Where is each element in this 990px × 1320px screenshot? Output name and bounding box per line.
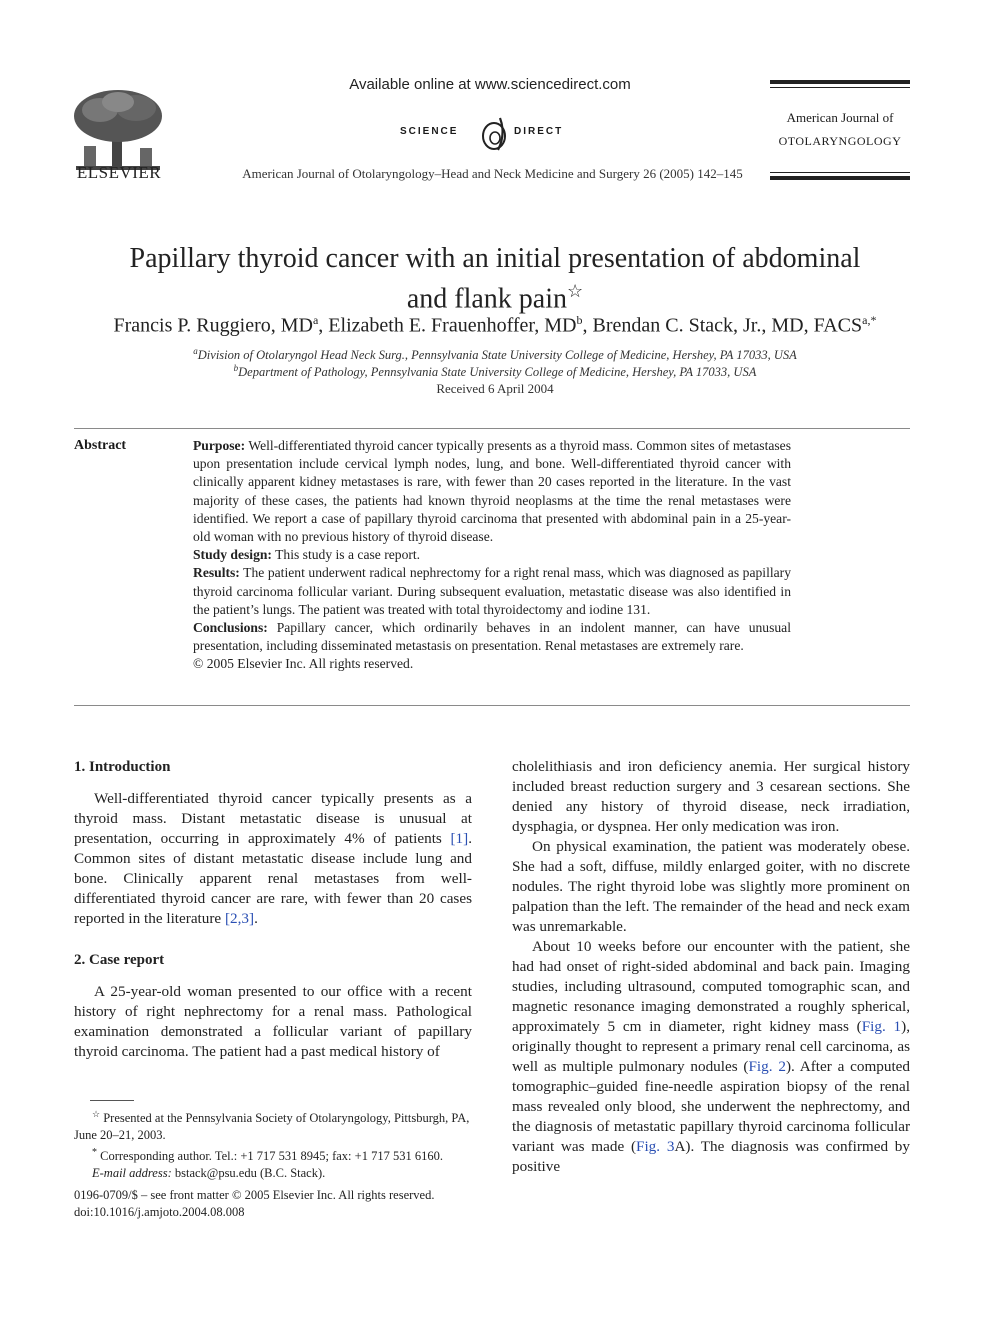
intro-text-c: . [254, 910, 258, 927]
intro-text-b: . Common sites of distant metastatic disease include lung and bone. Clinically apparent renal metastases from well-differentiated thyroid cancer are rare, with fewer than 20 cases reported in the literature [74, 830, 472, 927]
title-line-2 [80, 275, 910, 315]
issn-block [74, 1187, 472, 1221]
received-date: Received 6 April 2004 [436, 381, 554, 396]
imaging-paragraph [512, 937, 910, 1177]
footnote-email [74, 1165, 472, 1182]
imaging-text-c: ). After a computed tomographic–guided fine-needle aspiration biopsy of the renal mass revealed only blood, she underwent the nephrectomy, and the diagnosis of metastatic papillary thyroid carcinoma follicular variant was made ( [512, 1058, 910, 1155]
exam-paragraph: On physical examination, the patient was moderately obese. She had a soft, diffuse, mildly enlarged goiter, with no discrete nodules. The right thyroid lobe was slightly more prominent on palpation than the left. The remainder of the head and neck exam was unremarkable. [512, 838, 910, 935]
title-line-1: Papillary thyroid cancer with an initial presentation of abdominal [129, 243, 861, 274]
imaging-text-a: About 10 weeks before our encounter with the patient, she had had onset of right-sided abdominal and back pain. Imaging studies, including ultrasound, computed tomographic scan, and magnetic resonance imaging demonstrated a roughly spherical, approximately 5 cm in diameter, right kidney mass ( [512, 938, 910, 1035]
sciencedirect-right-text: DIRECT [514, 126, 564, 137]
history-paragraph: cholelithiasis and iron deficiency anemia. Her surgical history included breast reduction surgery and 3 cesarean sections. She denied any history of thyroid disease, neck irradiation, dysphagia, or dyspnea. Her only medication was iron. [512, 758, 910, 835]
imaging-text-d: A). The diagnosis was confirmed by positive [512, 1138, 910, 1175]
author-name: Brendan C. Stack, Jr., MD, FACS [592, 314, 863, 337]
abstract-body [193, 437, 791, 674]
results-text: The patient underwent radical nephrectomy for a right renal mass, which was diagnosed as papillary thyroid carcinoma follicular variant. During subsequent evaluation, metastatic disease was also identified in the patient’s lungs. The patient was treated with total thyroidectomy and iodine 131. [193, 565, 791, 617]
journal-masthead [770, 80, 910, 180]
intro-paragraph [74, 789, 472, 929]
footnote-rule [90, 1100, 134, 1101]
author-name: Elizabeth E. Frauenhoffer, MD [328, 314, 577, 337]
doi-line[interactable]: doi:10.1016/j.amjoto.2004.08.008 [74, 1205, 245, 1219]
elsevier-wordmark: ELSEVIER [76, 163, 162, 182]
conclusions-text: Papillary cancer, which ordinarily behaves in an indolent manner, can have unusual presentation, including disseminated metastasis on presentation. Renal metastases are extremely rare. [193, 620, 791, 654]
footnote-corresponding [74, 1144, 472, 1165]
affiliation-a-mark: a [193, 346, 198, 356]
design-text: This study is a case report. [271, 547, 421, 563]
footnotes [74, 1106, 472, 1182]
affiliation-b-mark: b [233, 363, 239, 373]
affiliation-a-text: Division of Otolaryngol Head Neck Surg., Pennsylvania State University College of Medicine, Hershey, PA 17033, USA [197, 348, 797, 363]
author-affil-mark: a [312, 313, 319, 327]
figure-link-2[interactable]: Fig. 2 [748, 1058, 786, 1075]
sciencedirect-d-icon [480, 114, 512, 154]
purpose-text: Well-differentiated thyroid cancer typically presents as a thyroid mass. Common sites of metastases upon presentation include cervical lymph nodes, lung, and bone. Well-differentiated thyroid cancer with clinically apparent kidney metastases is rare, with fewer than 20 cases reported in the literature. In the vast majority of these cases, the patients had known thyroid neoplasms at the time the renal metastases were identified. We report a case of papillary thyroid carcinoma that presented with abdominal pain in a 25-year-old woman with no previous history of thyroid disease. [193, 438, 791, 545]
imaging-text-b: ), originally thought to represent a primary renal cell carcinoma, as well as multiple pulmonary nodules ( [512, 1018, 910, 1075]
intro-text-a: Well-differentiated thyroid cancer typically presents as a thyroid mass. Distant metastatic disease is unusual at presentation, occurring in approximately 4% of patients [74, 790, 472, 847]
footnote-star-mark: ☆ [92, 1109, 101, 1119]
affiliation-b [0, 363, 990, 380]
figure-link-3[interactable]: Fig. 3 [636, 1138, 675, 1155]
abstract-purpose [193, 437, 791, 546]
results-label: Results: [193, 565, 240, 581]
journal-name-line1: American Journal of [786, 110, 894, 125]
footnote-presented-text: Presented at the Pennsylvania Society of Otolaryngology, Pittsburgh, PA, June 20–21, 2003. [74, 1111, 470, 1143]
abstract-results [193, 564, 791, 619]
email-label: E-mail address: [92, 1166, 172, 1181]
abstract-design [193, 546, 791, 564]
masthead-rule-top-thick [770, 80, 910, 84]
abstract-rule-bottom [74, 705, 910, 706]
footnote-corresponding-text: Corresponding author. Tel.: +1 717 531 8945; fax: +1 717 531 6160. [100, 1149, 443, 1164]
affiliation-b-text: Department of Pathology, Pennsylvania State University College of Medicine, Hershey, PA 17033, USA [238, 365, 757, 380]
section-heading-case-report: 2. Case report [74, 952, 165, 968]
journal-citation: American Journal of Otolaryngology–Head and Neck Medicine and Surgery 26 (2005) 142–145 [242, 166, 743, 181]
section-heading-introduction: 1. Introduction [74, 759, 171, 775]
body-column-left [74, 757, 472, 1062]
purpose-label: Purpose: [193, 438, 246, 453]
abstract-copyright: © 2005 Elsevier Inc. All rights reserved. [193, 656, 414, 672]
abstract-label: Abstract [74, 438, 127, 453]
design-label: Study design: [193, 547, 272, 563]
author-name: Francis P. Ruggiero, MD [113, 314, 313, 337]
sciencedirect-left-text: SCIENCE [400, 126, 459, 137]
author-list: Francis P. Ruggiero, $MD^a$, Elizabeth E. Frauenhoffer, $MD^b$, Brendan C. Stack, Jr., MD, $FACS^{a,*}$ [113, 313, 877, 337]
conclusions-label: Conclusions: [193, 620, 268, 636]
abstract-rule-top [74, 428, 910, 429]
author-affil-mark: b [576, 313, 583, 327]
case-paragraph: A 25-year-old woman presented to our office with a recent history of right nephrectomy for a renal mass. Pathological examination demonstrated a follicular variant of papillary thyroid carcinoma. The patient had a past medical history of [74, 983, 472, 1060]
sciencedirect-logo [400, 114, 590, 154]
abstract-conclusions [193, 619, 791, 655]
reference-link-2-3[interactable]: [2,3] [224, 910, 255, 927]
issn-line: 0196-0709/$ – see front matter © 2005 Elsevier Inc. All rights reserved. [74, 1188, 435, 1202]
figure-link-1[interactable]: Fig. 1 [861, 1018, 902, 1035]
article-title [80, 242, 910, 315]
masthead-rule-bottom-thick [770, 176, 910, 180]
masthead-rule-bottom-thin [770, 172, 910, 173]
body-column-right [512, 757, 910, 1177]
author-affil-mark: a,* [862, 313, 877, 327]
footnote-presented [74, 1106, 472, 1144]
title-line-2-text: and flank pain [406, 283, 568, 315]
title-footnote-mark[interactable]: ☆ [567, 281, 584, 301]
available-online-text: Available online at www.sciencedirect.com [349, 76, 631, 93]
journal-name-line2: OTOLARYNGOLOGY [778, 134, 902, 148]
footnote-asterisk-mark: * [92, 1147, 97, 1159]
email-address[interactable]: bstack@psu.edu (B.C. Stack). [171, 1166, 326, 1181]
affiliation-a [0, 346, 990, 363]
masthead-rule-top-thin [770, 87, 910, 88]
reference-link-1[interactable]: [1] [450, 830, 469, 847]
